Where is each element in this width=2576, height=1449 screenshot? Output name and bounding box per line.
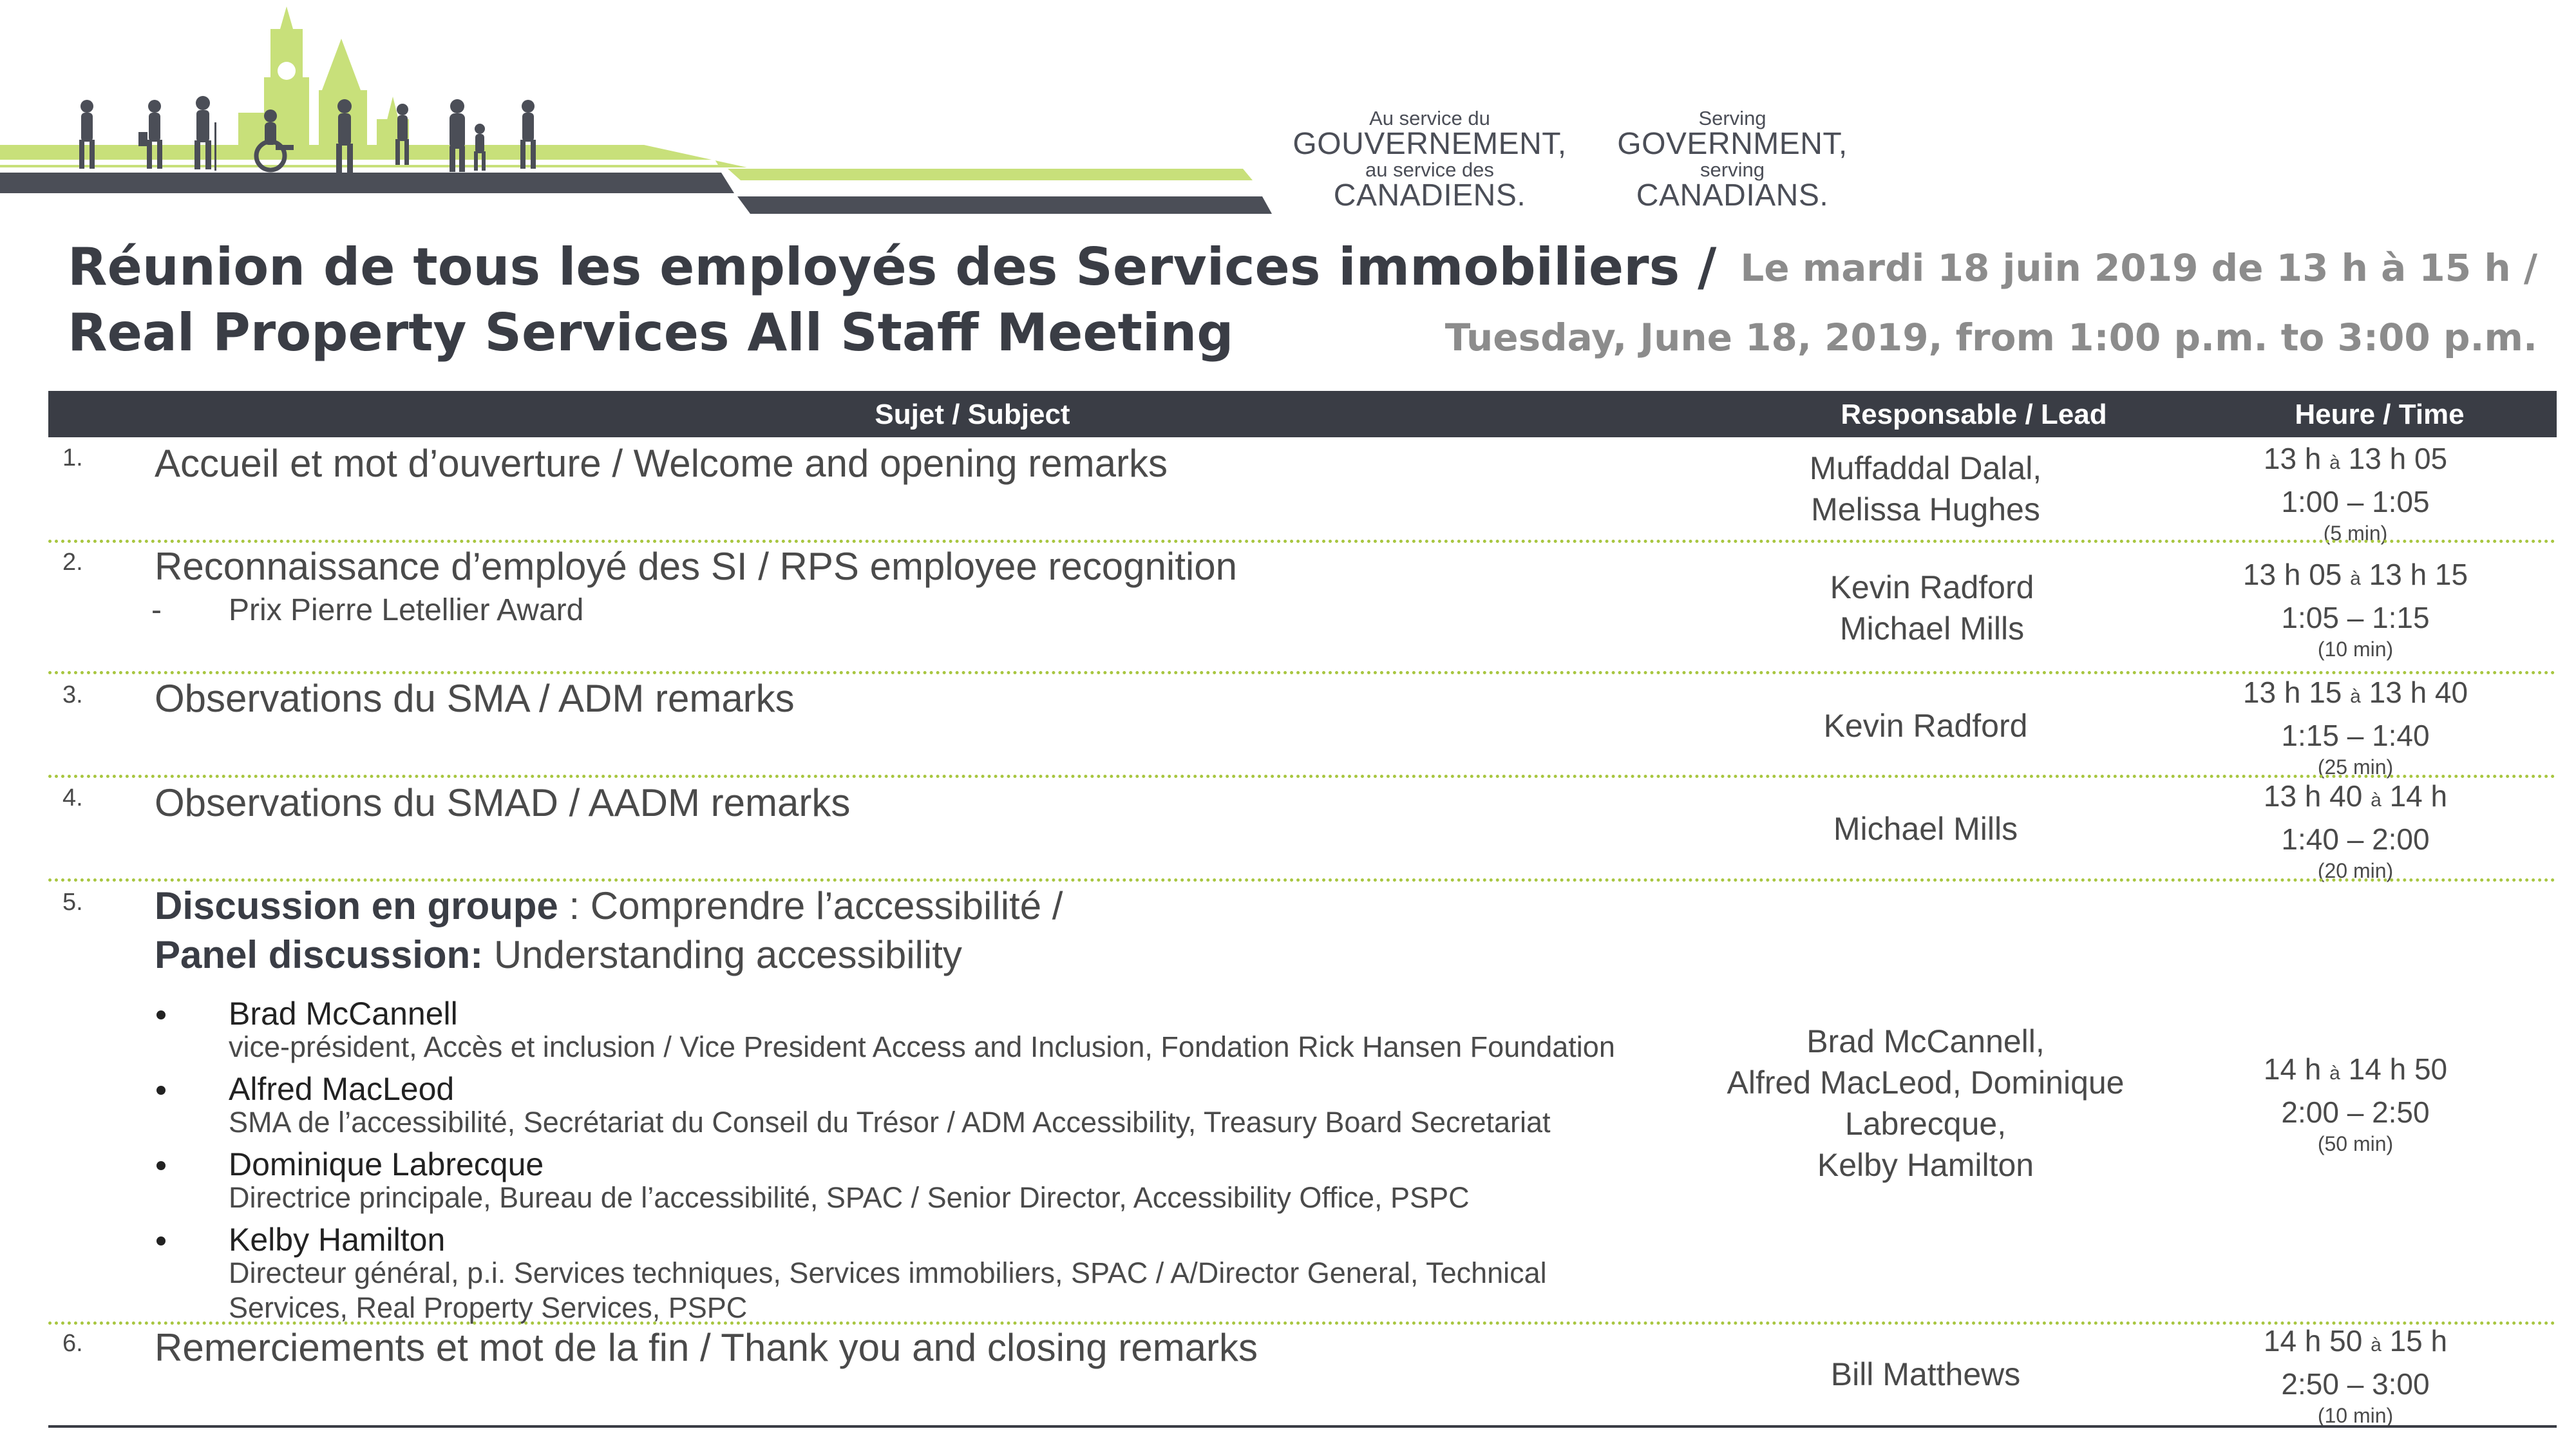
lead-name: Kevin Radford — [1830, 569, 2034, 605]
row-number: 2. — [62, 549, 83, 576]
bullet-icon — [156, 1010, 166, 1019]
row-divider — [48, 878, 2557, 882]
subject-bold-en: Panel discussion: — [155, 933, 484, 976]
agenda-item-lead — [1707, 567, 2157, 649]
time-separator: à — [2329, 1063, 2340, 1084]
bullet-icon — [156, 1086, 166, 1095]
logo-fr-line4: CANADIENS. — [1333, 178, 1526, 213]
lead-name: Alfred MacLeod, Dominique — [1727, 1065, 2125, 1101]
panelist-role: Directrice principale, Bureau de l’accessibilité, SPAC / Senior Director, Accessibility Office, PSPC — [229, 1181, 1470, 1214]
panelist-name: Alfred MacLeod — [229, 1071, 455, 1107]
lead-name: Brad McCannell, — [1806, 1023, 2045, 1059]
time-separator: à — [2350, 686, 2361, 707]
column-header-time: Heure / Time — [2295, 399, 2465, 430]
time-en: 1:05 – 1:15 — [2281, 601, 2430, 634]
time-en: 1:00 – 1:05 — [2281, 485, 2430, 518]
time-fr-start: 14 h 50 — [2263, 1324, 2363, 1358]
time-fr-start: 13 h — [2263, 442, 2322, 475]
row-number: 4. — [62, 784, 83, 811]
logo-en-line3: serving — [1700, 158, 1765, 181]
agenda-item-lead — [1700, 1354, 2151, 1395]
sub-item-award: Prix Pierre Letellier Award — [229, 593, 584, 627]
agenda-item-subject: Remerciements et mot de la fin / Thank you and closing remarks — [155, 1326, 1258, 1369]
time-fr-start: 13 h 15 — [2242, 676, 2342, 709]
subject-rest-en: Understanding accessibility — [483, 933, 962, 976]
agenda-item-lead — [1700, 448, 2151, 530]
duration: (5 min) — [2323, 522, 2388, 545]
header-banner — [0, 0, 1288, 219]
agenda-item-subject: Observations du SMAD / AADM remarks — [155, 781, 851, 824]
table-bottom-rule — [48, 1425, 2557, 1428]
time-fr-start: 14 h — [2263, 1052, 2322, 1086]
lead-name: Michael Mills — [1839, 611, 2025, 647]
agenda-item-subject-line1 — [155, 884, 1063, 928]
logo-en-line1: Serving — [1698, 107, 1766, 129]
meeting-date-fr: Le mardi 18 juin 2019 de 13 h à 15 h / — [1740, 246, 2537, 290]
lead-name: Bill Matthews — [1830, 1356, 2021, 1392]
row-number: 6. — [62, 1330, 83, 1357]
lead-name: Melissa Hughes — [1811, 491, 2040, 527]
time-separator: à — [2371, 790, 2382, 811]
time-fr-end: 13 h 05 — [2348, 442, 2448, 475]
time-en: 1:40 – 2:00 — [2281, 822, 2430, 856]
logo-fr-line3: au service des — [1365, 158, 1494, 181]
time-fr-end: 13 h 40 — [2369, 676, 2468, 709]
time-fr-end: 14 h 50 — [2348, 1052, 2448, 1086]
agenda-item-time — [2154, 673, 2557, 779]
meeting-date-en: Tuesday, June 18, 2019, from 1:00 p.m. to 3:00 p.m. — [1444, 316, 2537, 359]
time-fr-start: 13 h 05 — [2242, 558, 2342, 591]
agenda-item-time — [2154, 439, 2557, 545]
subject-rest-fr: : Comprendre l’accessibilité / — [558, 884, 1063, 927]
lead-name: Michael Mills — [1833, 811, 2018, 847]
logo-en-line2: GOVERNMENT, — [1617, 127, 1848, 161]
agenda-item-lead — [1700, 808, 2151, 849]
agenda-item-time — [2154, 1321, 2557, 1428]
agenda-item-lead — [1700, 705, 2151, 746]
logo-en-line4: CANADIANS. — [1636, 178, 1829, 213]
page-title-line1: Réunion de tous les employés des Services immobiliers / — [68, 237, 1717, 297]
panelist-name: Kelby Hamilton — [229, 1222, 446, 1258]
agenda-item-subject: Observations du SMA / ADM remarks — [155, 677, 795, 720]
lead-name: Labrecque, — [1844, 1106, 2007, 1142]
duration: (10 min) — [2317, 638, 2394, 661]
duration: (20 min) — [2317, 859, 2394, 882]
lead-name: Kevin Radford — [1823, 708, 2028, 744]
agenda-item-lead — [1700, 1021, 2151, 1186]
agenda-table-header — [48, 391, 2557, 437]
sub-item-dash: - — [151, 593, 162, 627]
panelist-role: SMA de l’accessibilité, Secrétariat du Conseil du Trésor / ADM Accessibility, Treasury Board Secretariat — [229, 1106, 1551, 1139]
page-title-line2: Real Property Services All Staff Meeting — [68, 303, 1234, 363]
logo-fr-line2: GOUVERNEMENT, — [1293, 127, 1567, 161]
time-separator: à — [2371, 1334, 2382, 1356]
agenda-item-subject: Reconnaissance d’employé des SI / RPS employee recognition — [155, 545, 1237, 588]
time-fr-start: 13 h 40 — [2263, 779, 2363, 813]
parliament-icon — [238, 6, 409, 145]
column-header-subject: Sujet / Subject — [875, 399, 1070, 430]
row-number: 1. — [62, 444, 83, 471]
time-fr-end: 14 h — [2389, 779, 2448, 813]
panelist-role: Directeur général, p.i. Services techniques, Services immobiliers, SPAC / A/Director General, Technical — [229, 1256, 1547, 1289]
logo-english — [1591, 108, 1874, 211]
agenda-item-time — [2154, 555, 2557, 661]
logo-french — [1285, 108, 1575, 211]
panelist-name: Dominique Labrecque — [229, 1146, 544, 1182]
logo-fr-line1: Au service du — [1369, 107, 1490, 129]
time-en: 2:00 – 2:50 — [2281, 1095, 2430, 1129]
time-en: 2:50 – 3:00 — [2281, 1367, 2430, 1401]
panelist-name: Brad McCannell — [229, 996, 458, 1032]
bullet-icon — [156, 1161, 166, 1170]
duration: (25 min) — [2317, 755, 2394, 779]
column-header-lead: Responsable / Lead — [1841, 399, 2107, 430]
time-en: 1:15 – 1:40 — [2281, 719, 2430, 752]
duration: (10 min) — [2317, 1404, 2394, 1427]
panelist-role-cont: Services, Real Property Services, PSPC — [229, 1291, 748, 1324]
lead-name: Kelby Hamilton — [1817, 1147, 2034, 1183]
agenda-item-time — [2154, 777, 2557, 883]
bullet-icon — [156, 1236, 166, 1245]
lead-name: Muffaddal Dalal, — [1809, 450, 2042, 486]
time-separator: à — [2329, 452, 2340, 473]
time-fr-end: 15 h — [2389, 1324, 2448, 1358]
panelist-role: vice-président, Accès et inclusion / Vice President Access and Inclusion, Fondation Rick Hansen Foundation — [229, 1030, 1615, 1063]
duration: (50 min) — [2317, 1132, 2394, 1155]
row-number: 3. — [62, 681, 83, 708]
row-divider — [48, 540, 2557, 543]
row-number: 5. — [62, 889, 83, 916]
subject-bold-fr: Discussion en groupe — [155, 884, 558, 927]
agenda-item-subject: Accueil et mot d’ouverture / Welcome and opening remarks — [155, 442, 1168, 485]
time-separator: à — [2350, 568, 2361, 589]
time-fr-end: 13 h 15 — [2369, 558, 2468, 591]
agenda-item-time — [2154, 1050, 2557, 1156]
agenda-item-subject-line2 — [155, 933, 962, 977]
